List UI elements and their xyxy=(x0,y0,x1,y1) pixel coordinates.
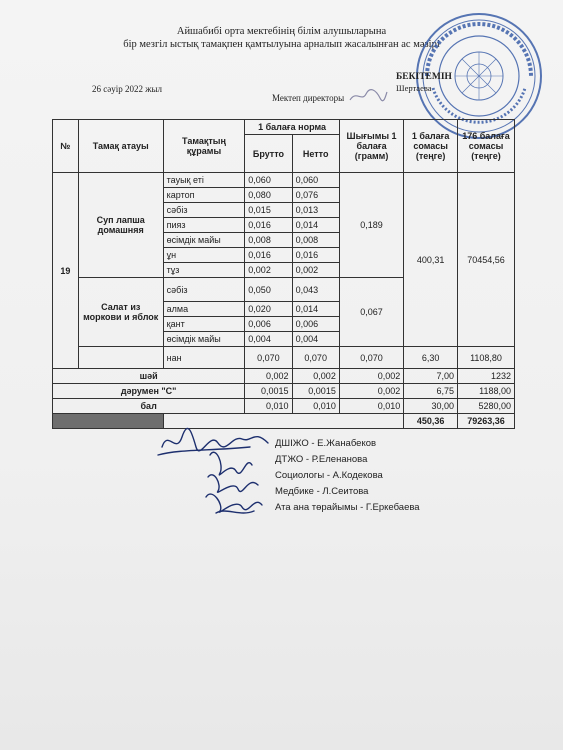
total-label-cell xyxy=(53,414,164,429)
ingredient-netto: 0,043 xyxy=(292,278,339,302)
ingredient-netto: 0,076 xyxy=(292,188,339,203)
header-netto: Нетто xyxy=(292,135,339,173)
signature-line: Медбике - Л.Сеитова xyxy=(275,486,369,497)
bread-output: 0,070 xyxy=(339,347,403,369)
ingredient-netto: 0,008 xyxy=(292,233,339,248)
bread-brutto: 0,070 xyxy=(245,347,292,369)
extra-brutto: 0,0015 xyxy=(245,384,292,399)
ingredient-brutto: 0,016 xyxy=(245,248,292,263)
ingredient-brutto: 0,008 xyxy=(245,233,292,248)
dish1-output: 0,189 xyxy=(339,173,403,278)
header-norm: 1 балаға норма xyxy=(245,120,340,135)
director-signature xyxy=(348,88,388,104)
ingredient-name: қант xyxy=(163,317,245,332)
extra-price-one: 30,00 xyxy=(404,399,458,414)
ingredient-name: пияз xyxy=(163,218,245,233)
ingredient-name: алма xyxy=(163,302,245,317)
extra-price-all: 1188,00 xyxy=(458,384,515,399)
header-price-one: 1 балаға сомасы (теңге) xyxy=(404,120,458,173)
extra-price-all: 5280,00 xyxy=(458,399,515,414)
ingredient-netto: 0,014 xyxy=(292,302,339,317)
ingredient-netto: 0,013 xyxy=(292,203,339,218)
total-price-all: 79263,36 xyxy=(458,414,515,429)
header-composition: Тамақтың құрамы xyxy=(163,120,245,173)
ingredient-netto: 0,006 xyxy=(292,317,339,332)
signatures-list xyxy=(275,436,420,516)
extra-brutto: 0,002 xyxy=(245,369,292,384)
ingredient-netto: 0,060 xyxy=(292,173,339,188)
signature-line: ДТЖО - Р.Еленанова xyxy=(275,454,368,465)
ingredient-brutto: 0,020 xyxy=(245,302,292,317)
header-line-2: бір мезгіл ыстық тамақпен қамтылуына арналып жасалынған ас мәзірі xyxy=(123,39,440,50)
handwritten-signatures xyxy=(150,425,290,525)
ingredient-name: ұн xyxy=(163,248,245,263)
approval-name: Шертаева xyxy=(396,83,432,93)
ingredient-name: өсімдік майы xyxy=(163,332,245,347)
ingredient-brutto: 0,060 xyxy=(245,173,292,188)
extra-netto: 0,002 xyxy=(292,369,339,384)
ingredient-brutto: 0,002 xyxy=(245,263,292,278)
header-num: № xyxy=(53,120,79,173)
extra-output: 0,010 xyxy=(339,399,403,414)
extra-netto: 0,010 xyxy=(292,399,339,414)
total-price-one: 450,36 xyxy=(404,414,458,429)
extra-netto: 0,0015 xyxy=(292,384,339,399)
extra-price-one: 6,75 xyxy=(404,384,458,399)
menu-table xyxy=(52,119,515,429)
dishes-price-one: 400,31 xyxy=(404,173,458,347)
approval-title: БЕКІТЕМІН xyxy=(396,72,452,82)
signature-line: Ата ана төрайымы - Г.Еркебаева xyxy=(275,502,420,513)
signature-line: ДШІЖО - Е.Жанабеков xyxy=(275,438,377,449)
bread-netto: 0,070 xyxy=(292,347,339,369)
ingredient-brutto: 0,016 xyxy=(245,218,292,233)
ingredient-name: сәбіз xyxy=(163,203,245,218)
dish1-name: Суп лапша домашняя xyxy=(78,173,163,278)
dish2-output: 0,067 xyxy=(339,278,403,347)
extra-output: 0,002 xyxy=(339,369,403,384)
extra-name: дәрумен "С" xyxy=(53,384,245,399)
ingredient-netto: 0,016 xyxy=(292,248,339,263)
director-label: Мектеп директоры xyxy=(272,93,345,103)
ingredient-name: картоп xyxy=(163,188,245,203)
bread-price-one: 6,30 xyxy=(404,347,458,369)
ingredient-name: тұз xyxy=(163,263,245,278)
signature-line: Социологы - А.Кодекова xyxy=(275,470,383,481)
document-date: 26 сәуір 2022 жыл xyxy=(92,84,162,94)
header-brutto: Брутто xyxy=(245,135,292,173)
ingredient-name: сәбіз xyxy=(163,278,245,302)
extra-brutto: 0,010 xyxy=(245,399,292,414)
extra-name: шәй xyxy=(53,369,245,384)
extra-output: 0,002 xyxy=(339,384,403,399)
bread-dish-cell xyxy=(78,347,163,369)
extra-price-all: 1232 xyxy=(458,369,515,384)
extra-price-one: 7,00 xyxy=(404,369,458,384)
ingredient-netto: 0,014 xyxy=(292,218,339,233)
ingredient-brutto: 0,050 xyxy=(245,278,292,302)
header-dish: Тамақ атауы xyxy=(78,120,163,173)
bread-price-all: 1108,80 xyxy=(458,347,515,369)
dishes-price-all: 70454,56 xyxy=(458,173,515,347)
ingredient-name: өсімдік майы xyxy=(163,233,245,248)
header-line-1: Айшабибі орта мектебінің білім алушыларына xyxy=(176,26,387,37)
ingredient-brutto: 0,006 xyxy=(245,317,292,332)
ingredient-name: тауық еті xyxy=(163,173,245,188)
ingredient-brutto: 0,015 xyxy=(245,203,292,218)
dish2-name: Салат из моркови и яблок xyxy=(78,278,163,347)
bread-name: нан xyxy=(163,347,245,369)
ingredient-netto: 0,004 xyxy=(292,332,339,347)
header-output: Шығымы 1 балаға (грамм) xyxy=(339,120,403,173)
ingredient-netto: 0,002 xyxy=(292,263,339,278)
header-price-all: 176 балаға сомасы (теңге) xyxy=(458,120,515,173)
ingredient-brutto: 0,080 xyxy=(245,188,292,203)
extra-name: бал xyxy=(53,399,245,414)
ingredient-brutto: 0,004 xyxy=(245,332,292,347)
day-number: 19 xyxy=(53,173,79,369)
